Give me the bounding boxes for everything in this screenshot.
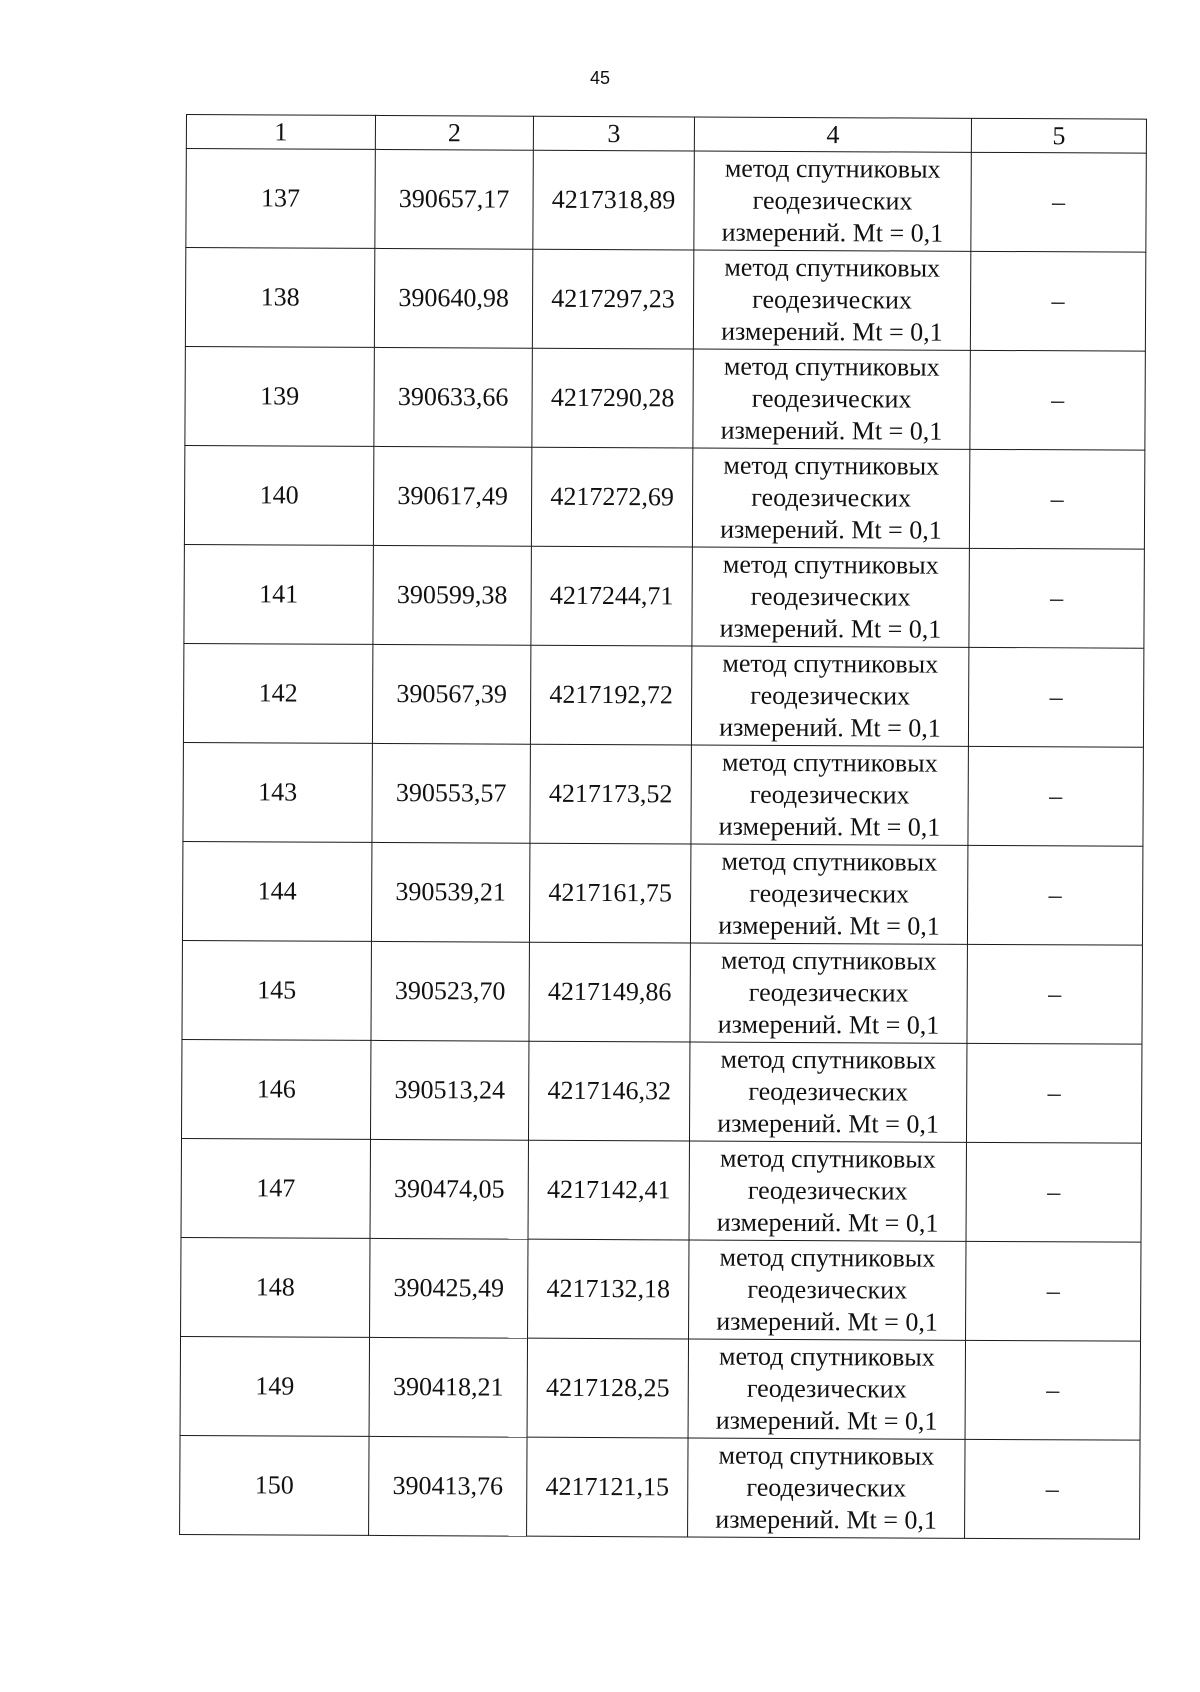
y-coordinate-cell: 4217128,25: [527, 1338, 688, 1438]
table-header-row: [186, 115, 1146, 154]
x-coordinate-cell: 390425,49: [370, 1238, 528, 1338]
method-line: измерений. Mt = 0,1: [718, 811, 941, 842]
note-cell: –: [971, 152, 1146, 252]
method-line: измерений. Mt = 0,1: [719, 712, 941, 743]
point-number-cell: 143: [183, 742, 372, 842]
method-cell: [691, 745, 968, 845]
point-number-cell: 148: [181, 1237, 370, 1337]
method-line: метод спутниковых: [722, 648, 939, 679]
y-coordinate-cell: 4217173,52: [530, 744, 691, 844]
method-line: метод спутниковых: [723, 351, 940, 382]
method-line: метод спутниковых: [724, 153, 941, 184]
x-coordinate-cell: 390617,49: [373, 446, 531, 546]
method-line: измерений. Mt = 0,1: [715, 1405, 938, 1436]
x-coordinate-cell: 390567,39: [372, 644, 530, 744]
table-row: [181, 1039, 1141, 1143]
x-coordinate-cell: 390633,66: [374, 347, 532, 447]
method-line: геодезических: [748, 1076, 909, 1107]
method-line: геодезических: [751, 482, 912, 513]
table-row: [182, 841, 1142, 945]
method-line: геодезических: [747, 1175, 908, 1206]
method-cell: [689, 1141, 966, 1241]
note-cell: –: [967, 845, 1142, 945]
point-number-cell: 140: [184, 445, 373, 545]
method-line: метод спутниковых: [723, 450, 940, 481]
point-number-cell: 145: [182, 940, 371, 1040]
method-line: измерений. Mt = 0,1: [717, 1108, 939, 1139]
note-cell: –: [968, 746, 1143, 846]
point-number-cell: 146: [181, 1039, 370, 1139]
method-line: измерений. Mt = 0,1: [721, 217, 944, 248]
table-body: [180, 149, 1147, 1540]
y-coordinate-cell: 4217121,15: [527, 1437, 688, 1537]
table-row: [183, 643, 1143, 747]
y-coordinate-cell: 4217142,41: [528, 1140, 689, 1240]
method-line: измерений. Mt = 0,1: [720, 514, 942, 545]
table-row: [186, 149, 1146, 253]
table-row: [183, 742, 1143, 846]
table-row: [185, 248, 1145, 352]
method-line: геодезических: [752, 185, 913, 216]
column-header-5: 5: [971, 118, 1146, 153]
table-row: [185, 346, 1145, 450]
point-number-cell: 141: [184, 544, 373, 644]
method-line: метод спутниковых: [721, 747, 938, 778]
method-line: метод спутниковых: [721, 846, 938, 877]
note-cell: –: [965, 1439, 1140, 1539]
note-cell: –: [965, 1340, 1140, 1440]
method-line: геодезических: [746, 1472, 907, 1503]
method-line: измерений. Mt = 0,1: [718, 910, 940, 941]
method-line: геодезических: [750, 680, 911, 711]
method-cell: [689, 1240, 966, 1340]
coordinates-table: [179, 114, 1147, 1540]
method-cell: [690, 844, 967, 944]
method-cell: [688, 1438, 965, 1538]
note-cell: –: [970, 350, 1145, 450]
point-number-cell: 137: [186, 149, 375, 249]
method-line: измерений. Mt = 0,1: [721, 316, 943, 347]
method-cell: [690, 943, 967, 1043]
method-line: метод спутниковых: [722, 549, 939, 580]
point-number-cell: 139: [185, 346, 374, 446]
x-coordinate-cell: 390513,24: [370, 1040, 528, 1140]
method-line: геодезических: [752, 284, 913, 315]
method-cell: [693, 250, 970, 350]
method-line: измерений. Mt = 0,1: [716, 1207, 939, 1238]
y-coordinate-cell: 4217146,32: [528, 1041, 689, 1141]
x-coordinate-cell: 390599,38: [373, 545, 531, 645]
method-line: метод спутниковых: [719, 1242, 936, 1273]
x-coordinate-cell: 390523,70: [371, 941, 529, 1041]
point-number-cell: 147: [181, 1138, 370, 1238]
method-cell: [688, 1339, 965, 1439]
table-row: [180, 1435, 1140, 1539]
point-number-cell: 149: [180, 1336, 369, 1436]
point-number-cell: 144: [182, 841, 371, 941]
y-coordinate-cell: 4217192,72: [530, 645, 691, 745]
note-cell: –: [966, 1043, 1141, 1143]
note-cell: –: [966, 1142, 1141, 1242]
method-cell: [689, 1042, 966, 1142]
x-coordinate-cell: 390474,05: [370, 1139, 528, 1239]
y-coordinate-cell: 4217244,71: [531, 546, 692, 646]
method-cell: [692, 448, 969, 548]
note-cell: –: [969, 449, 1144, 549]
note-cell: –: [968, 647, 1143, 747]
table-row: [182, 940, 1142, 1044]
method-line: измерений. Mt = 0,1: [719, 613, 942, 644]
column-header-4: 4: [694, 117, 971, 152]
coordinates-table-wrapper: [179, 114, 1146, 1540]
point-number-cell: 138: [185, 248, 374, 348]
method-line: геодезических: [751, 383, 912, 414]
method-line: геодезических: [749, 878, 910, 909]
y-coordinate-cell: 4217149,86: [529, 942, 690, 1042]
method-cell: [692, 547, 969, 647]
method-line: метод спутниковых: [724, 252, 941, 283]
table-row: [184, 445, 1144, 549]
point-number-cell: 142: [183, 643, 372, 743]
method-line: измерений. Mt = 0,1: [715, 1504, 938, 1535]
table-row: [181, 1237, 1141, 1341]
note-cell: –: [970, 251, 1145, 351]
table-row: [181, 1138, 1141, 1242]
x-coordinate-cell: 390640,98: [374, 248, 532, 348]
column-header-2: 2: [375, 115, 533, 150]
y-coordinate-cell: 4217132,18: [528, 1239, 689, 1339]
method-line: измерений. Mt = 0,1: [716, 1306, 938, 1337]
method-cell: [693, 349, 970, 449]
table-row: [184, 544, 1144, 648]
x-coordinate-cell: 390657,17: [375, 149, 533, 249]
method-line: метод спутниковых: [720, 1044, 937, 1075]
method-line: метод спутниковых: [720, 945, 937, 976]
method-line: геодезических: [749, 779, 910, 810]
method-line: метод спутниковых: [719, 1341, 935, 1372]
x-coordinate-cell: 390553,57: [372, 743, 530, 843]
x-coordinate-cell: 390418,21: [369, 1337, 527, 1437]
note-cell: –: [969, 548, 1144, 648]
method-line: геодезических: [750, 581, 911, 612]
point-number-cell: 150: [180, 1435, 369, 1535]
method-line: геодезических: [747, 1274, 908, 1305]
y-coordinate-cell: 4217297,23: [532, 249, 693, 349]
method-line: метод спутниковых: [718, 1440, 935, 1471]
x-coordinate-cell: 390539,21: [371, 842, 529, 942]
method-cell: [691, 646, 968, 746]
column-header-1: 1: [186, 115, 375, 150]
y-coordinate-cell: 4217290,28: [532, 348, 693, 448]
note-cell: –: [967, 944, 1142, 1044]
y-coordinate-cell: 4217272,69: [531, 447, 692, 547]
y-coordinate-cell: 4217318,89: [533, 150, 694, 250]
y-coordinate-cell: 4217161,75: [529, 843, 690, 943]
column-header-3: 3: [533, 116, 694, 151]
method-line: метод спутниковых: [719, 1143, 936, 1174]
method-line: геодезических: [746, 1373, 907, 1404]
method-line: измерений. Mt = 0,1: [720, 415, 943, 446]
method-line: измерений. Mt = 0,1: [717, 1009, 940, 1040]
table-row: [180, 1336, 1140, 1440]
method-cell: [694, 151, 971, 251]
x-coordinate-cell: 390413,76: [369, 1436, 527, 1536]
method-line: геодезических: [748, 977, 909, 1008]
page-number: 45: [589, 68, 611, 88]
note-cell: –: [966, 1241, 1141, 1341]
